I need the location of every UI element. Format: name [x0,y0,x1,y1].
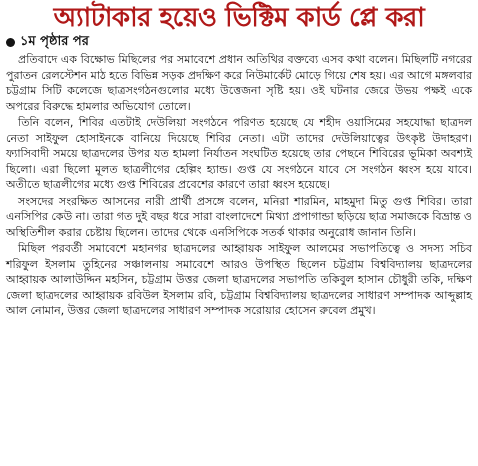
article-body [6,52,472,319]
headline: অ্যাটাকার হয়েও ভিক্টিম কার্ড প্লে করা [53,3,425,33]
paragraph: তিনি বলেন, শিবির এতটাই দেউলিয়া সংগঠনে পরিণত হয়েছে যে শহীদ ওয়াসিমের সহযোদ্ধা ছাত্রদল নেতা সাইফুল হোসাইনকে বানিয়ে দিয়েছে শিবির নেতা। এটা তাদের দেউলিয়াত্বের উৎকৃষ্ট উদাহরণ। ফ্যাসিবাদী সময়ে ছাত্রদলের উপর যত হামলা নির্যাতন সংঘটিত হয়েছে তার পেছনে শিবিরের ভূমিকা অবশ্যই ছিলো। এরা ছিলো মূলত ছাত্রলীগের হেল্পিং হ্যান্ড। গুপ্ত যে সংগঠনে যাবে সে সংগঠন ধ্বংস হয়ে যাবে। অতীতে ছাত্রলীগের মধ্যে গুপ্ত শিবিরের প্রবেশের কারণে তারা ধ্বংস হয়েছে। [6,116,472,191]
paragraph: মিছিল পরবর্তী সমাবেশে মহানগর ছাত্রদলের আহ্বায়ক সাইফুল আলমের সভাপতিত্বে ও সদস্য সচিব শরিফুল ইসলাম তুহিনের সঞ্চালনায় সমাবেশে আরও উপস্থিত ছিলেন চট্টগ্রাম বিশ্ববিদ্যালয় ছাত্রদলের আহ্বায়ক আলাউদ্দিন মহসিন, চট্টগ্রাম উত্তর জেলা ছাত্রদলের সভাপতি তকিবুল হাসান চৌধুরী তকি, দক্ষিণ জেলা ছাত্রদলের আহ্বায়ক রবিউল ইসলাম রবি, চট্টগ্রাম বিশ্ববিদ্যালয় ছাত্রদলের সাধারণ সম্পাদক আব্দুল্লাহ আল নোমান, উত্তর জেলা ছাত্রদলের সাধারণ সম্পাদক সরোয়ার হোসেন রুবেল প্রমুখ। [6,242,472,317]
continuation-line [6,34,472,50]
paragraph: সংসদের সংরক্ষিত আসনের নারী প্রার্থী প্রসঙ্গে বলেন, মনিরা শারমিন, মাহমুদা মিতু গুপ্ত শিবির। তারা এনসিপির কেউ না। তারা গত দুই বছর ধরে সারা বাংলাদেশে মিথ্যা প্রপাগান্ডা ছড়িয়ে ছাত্র সমাজকে বিভ্রান্ত ও অস্থিতিশীল করার চেষ্টায় ছিলেন। তাদের থেকে এনসিপিকে সতর্ক থাকার অনুরোধ জানান তিনি। [6,194,472,239]
bullet-icon [6,38,15,47]
paragraph: প্রতিবাদে এক বিক্ষোভ মিছিলের পর সমাবেশে প্রধান অতিথির বক্তব্যে এসব কথা বলেন। মিছিলটি নগরের পুরাতন রেলস্টেশন মাঠ হতে বিভিন্ন সড়ক প্রদক্ষিণ করে নিউমার্কেট মোড়ে গিয়ে শেষ হয়। এর আগে মঙ্গলবার চট্টগ্রাম সিটি কলেজে ছাত্রসংগঠনগুলোর মধ্যে উত্তেজনা সৃষ্টি হয়। ওই ঘটনার জেরে উভয় পক্ষই একে অপরের বিরুদ্ধে হামলার অভিযোগ তোলে। [6,53,472,113]
continuation-label: ১ম পৃষ্ঠার পর [20,34,89,49]
